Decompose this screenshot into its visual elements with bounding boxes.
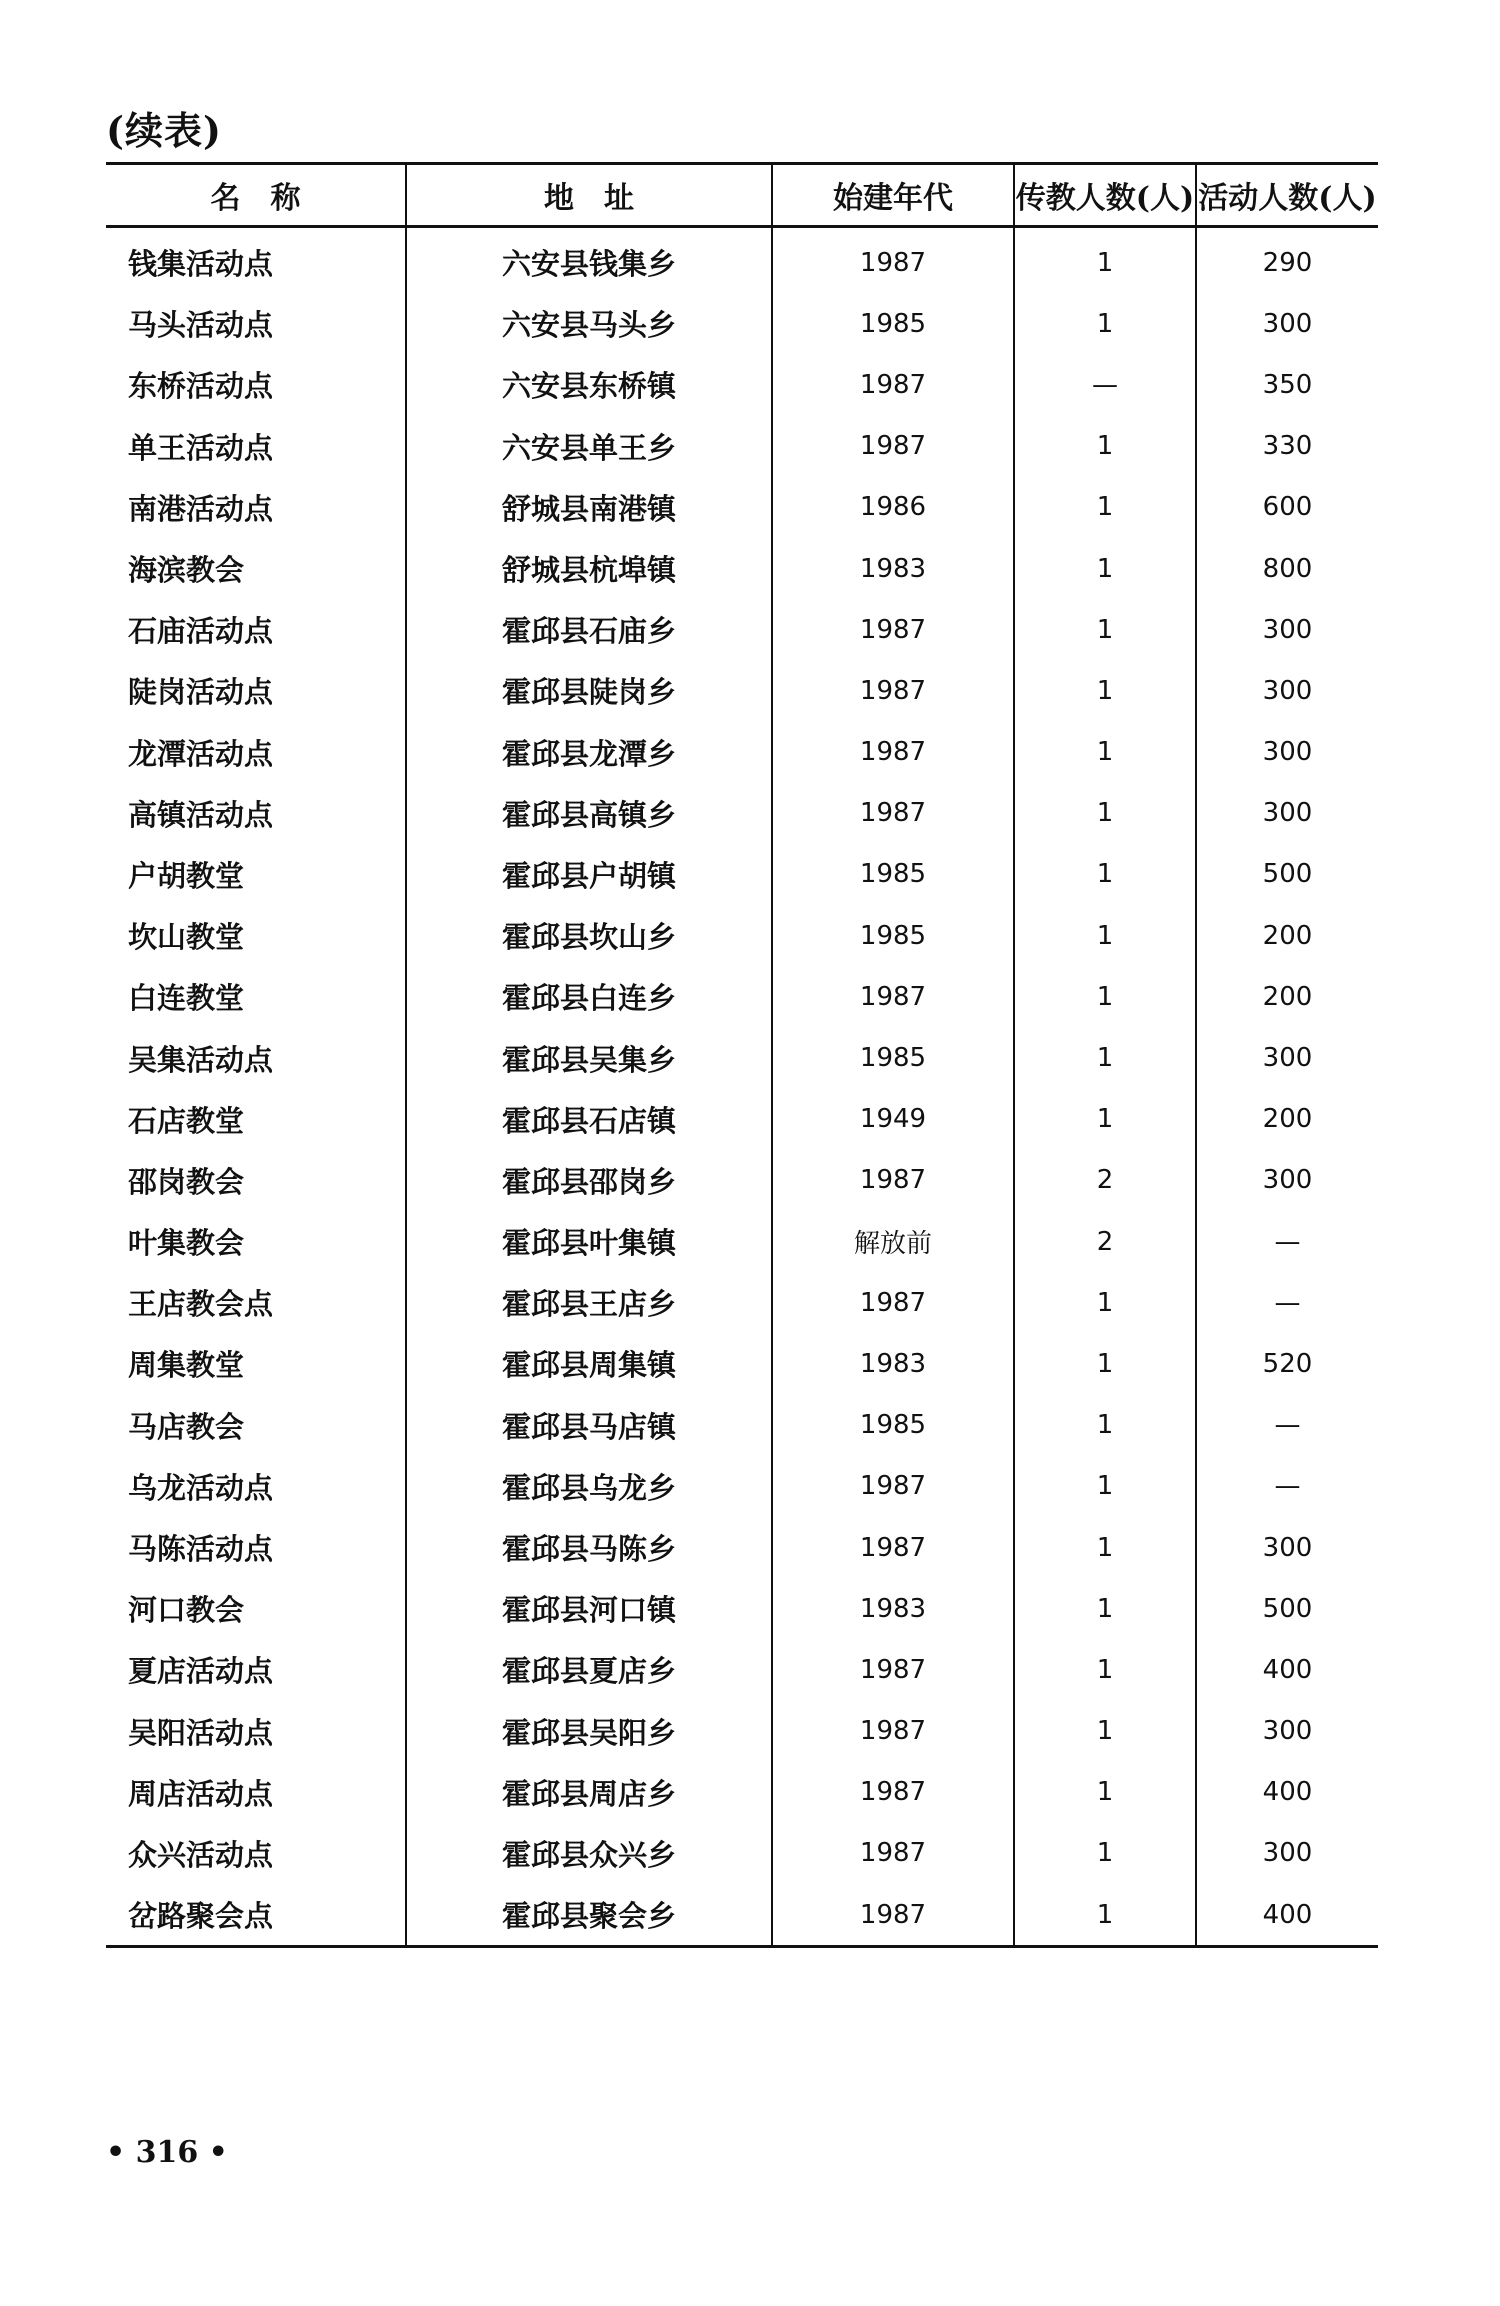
table-header-row [106,164,1378,227]
cell-name: 河口教会 [106,1578,406,1639]
cell-address: 霍邱县高镇乡 [406,783,772,844]
table-row [106,1211,1378,1272]
cell-name: 邵岗教会 [106,1150,406,1211]
cell-attendance: 300 [1262,1165,1313,1196]
cell-name: 户胡教堂 [106,844,406,905]
cell-attendance: 500 [1262,1593,1313,1624]
cell-preachers: 2 [1014,1150,1196,1211]
table-row [106,1150,1378,1211]
cell-preachers: 2 [1014,1211,1196,1272]
cell-founded: 1987 [772,1517,1014,1578]
table-row [106,844,1378,905]
table-row [106,354,1378,415]
cell-attendance: 200 [1262,981,1313,1012]
cell-address: 六安县东桥镇 [406,354,772,415]
cell-preachers: 1 [1014,416,1196,477]
cell-attendance: — [1274,1287,1301,1318]
cell-attendance: 800 [1262,553,1313,584]
cell-address: 霍邱县吴集乡 [406,1027,772,1088]
cell-founded: 1987 [772,1762,1014,1823]
cell-name: 众兴活动点 [106,1823,406,1884]
cell-address: 霍邱县周集镇 [406,1333,772,1394]
cell-address: 霍邱县龙潭乡 [406,722,772,783]
cell-name: 钱集活动点 [106,227,406,294]
cell-name: 王店教会点 [106,1272,406,1333]
cell-preachers: 1 [1014,1333,1196,1394]
cell-attendance: 400 [1262,1777,1313,1808]
cell-preachers: 1 [1014,1884,1196,1947]
cell-founded: 1983 [772,1578,1014,1639]
cell-preachers: 1 [1014,1762,1196,1823]
cell-address: 霍邱县白连乡 [406,966,772,1027]
cell-attendance: 300 [1262,675,1313,706]
cell-name: 陡岗活动点 [106,660,406,721]
cell-address: 霍邱县陡岗乡 [406,660,772,721]
header-preachers: 传教人数(人) [1014,164,1196,227]
table-row [106,660,1378,721]
data-table-container [106,162,1378,1948]
cell-founded: 1987 [772,722,1014,783]
cell-founded: 1986 [772,477,1014,538]
cell-founded: 1987 [772,1272,1014,1333]
cell-name: 单王活动点 [106,416,406,477]
table-row [106,477,1378,538]
table-row [106,1027,1378,1088]
table-row [106,783,1378,844]
cell-preachers: 1 [1014,783,1196,844]
cell-name: 周集教堂 [106,1333,406,1394]
cell-name: 高镇活动点 [106,783,406,844]
cell-founded: 1949 [772,1089,1014,1150]
header-address: 地 址 [406,164,772,227]
cell-attendance: — [1274,1471,1301,1502]
cell-address: 舒城县杭埠镇 [406,538,772,599]
cell-attendance: 300 [1262,798,1313,829]
table-row [106,416,1378,477]
cell-name: 叶集教会 [106,1211,406,1272]
cell-address: 霍邱县叶集镇 [406,1211,772,1272]
header-attendance: 活动人数(人) [1196,164,1378,227]
cell-address: 霍邱县周店乡 [406,1762,772,1823]
page-number: • 316 • [106,2135,228,2170]
cell-address: 霍邱县坎山乡 [406,905,772,966]
cell-founded: 1987 [772,416,1014,477]
cell-address: 霍邱县马店镇 [406,1395,772,1456]
table-row [106,293,1378,354]
cell-address: 霍邱县王店乡 [406,1272,772,1333]
cell-preachers: 1 [1014,538,1196,599]
cell-attendance: 520 [1262,1348,1313,1379]
cell-preachers: 1 [1014,1456,1196,1517]
cell-attendance: — [1274,1410,1301,1441]
cell-name: 南港活动点 [106,477,406,538]
cell-founded: 1983 [772,538,1014,599]
cell-attendance: 200 [1262,1104,1313,1135]
cell-preachers: 1 [1014,1639,1196,1700]
table-row [106,1089,1378,1150]
cell-address: 霍邱县户胡镇 [406,844,772,905]
cell-name: 吴阳活动点 [106,1701,406,1762]
cell-attendance: 300 [1262,737,1313,768]
cell-address: 霍邱县石店镇 [406,1089,772,1150]
cell-preachers: 1 [1014,1701,1196,1762]
cell-founded: 1987 [772,227,1014,294]
cell-address: 霍邱县夏店乡 [406,1639,772,1700]
continued-label: (续表) [106,108,222,153]
cell-name: 马头活动点 [106,293,406,354]
cell-founded: 1987 [772,1823,1014,1884]
cell-address: 舒城县南港镇 [406,477,772,538]
cell-preachers: 1 [1014,227,1196,294]
cell-founded: 1987 [772,599,1014,660]
cell-preachers: — [1014,354,1196,415]
cell-address: 六安县单王乡 [406,416,772,477]
cell-attendance: 300 [1262,614,1313,645]
cell-name: 周店活动点 [106,1762,406,1823]
cell-name: 坎山教堂 [106,905,406,966]
cell-founded: 1983 [772,1333,1014,1394]
cell-founded: 1985 [772,1027,1014,1088]
table-row [106,1762,1378,1823]
cell-founded: 1987 [772,1639,1014,1700]
cell-preachers: 1 [1014,1578,1196,1639]
cell-preachers: 1 [1014,293,1196,354]
cell-attendance: 290 [1262,247,1313,278]
cell-founded: 1987 [772,783,1014,844]
header-name: 名 称 [106,164,406,227]
cell-name: 石店教堂 [106,1089,406,1150]
table-row [106,1639,1378,1700]
table-row [106,1884,1378,1947]
cell-address: 霍邱县众兴乡 [406,1823,772,1884]
cell-founded: 1985 [772,844,1014,905]
cell-name: 夏店活动点 [106,1639,406,1700]
table-row [106,1395,1378,1456]
cell-attendance: 300 [1262,1043,1313,1074]
cell-attendance: 300 [1262,308,1313,339]
cell-attendance: 300 [1262,1532,1313,1563]
cell-preachers: 1 [1014,1395,1196,1456]
cell-preachers: 1 [1014,477,1196,538]
cell-attendance: 330 [1262,431,1313,462]
cell-address: 六安县钱集乡 [406,227,772,294]
header-founded: 始建年代 [772,164,1014,227]
cell-preachers: 1 [1014,1823,1196,1884]
cell-address: 六安县马头乡 [406,293,772,354]
cell-name: 马陈活动点 [106,1517,406,1578]
cell-name: 石庙活动点 [106,599,406,660]
cell-address: 霍邱县马陈乡 [406,1517,772,1578]
cell-preachers: 1 [1014,1089,1196,1150]
table-body [106,227,1378,1947]
table-row [106,1823,1378,1884]
cell-founded: 1987 [772,1150,1014,1211]
cell-founded: 1987 [772,660,1014,721]
cell-attendance: — [1274,1226,1301,1257]
table-row [106,1272,1378,1333]
cell-name: 岔路聚会点 [106,1884,406,1947]
table-row [106,905,1378,966]
cell-preachers: 1 [1014,1027,1196,1088]
cell-preachers: 1 [1014,905,1196,966]
table-row [106,538,1378,599]
cell-preachers: 1 [1014,660,1196,721]
data-table [106,162,1378,1948]
table-row [106,1456,1378,1517]
cell-attendance: 200 [1262,920,1313,951]
cell-attendance: 350 [1262,369,1313,400]
cell-address: 霍邱县吴阳乡 [406,1701,772,1762]
cell-preachers: 1 [1014,966,1196,1027]
cell-founded: 1987 [772,966,1014,1027]
cell-name: 白连教堂 [106,966,406,1027]
cell-address: 霍邱县邵岗乡 [406,1150,772,1211]
cell-founded: 1985 [772,1395,1014,1456]
table-row [106,227,1378,294]
cell-name: 龙潭活动点 [106,722,406,783]
table-row [106,1517,1378,1578]
cell-attendance: 600 [1262,492,1313,523]
table-row [106,966,1378,1027]
cell-preachers: 1 [1014,1517,1196,1578]
cell-name: 吴集活动点 [106,1027,406,1088]
table-row [106,722,1378,783]
cell-founded: 解放前 [772,1211,1014,1272]
table-row [106,1578,1378,1639]
cell-name: 乌龙活动点 [106,1456,406,1517]
cell-attendance: 400 [1196,1884,1378,1947]
table-row [106,1333,1378,1394]
cell-attendance: 300 [1262,1716,1313,1747]
cell-founded: 1987 [772,1701,1014,1762]
cell-founded: 1985 [772,905,1014,966]
cell-address: 霍邱县乌龙乡 [406,1456,772,1517]
cell-address: 霍邱县河口镇 [406,1578,772,1639]
cell-attendance: 400 [1262,1654,1313,1685]
cell-founded: 1985 [772,293,1014,354]
cell-name: 马店教会 [106,1395,406,1456]
table-row [106,1701,1378,1762]
cell-preachers: 1 [1014,599,1196,660]
cell-preachers: 1 [1014,844,1196,905]
cell-founded: 1987 [772,1456,1014,1517]
cell-founded: 1987 [772,354,1014,415]
cell-founded: 1987 [772,1884,1014,1947]
cell-address: 霍邱县石庙乡 [406,599,772,660]
cell-name: 海滨教会 [106,538,406,599]
cell-preachers: 1 [1014,1272,1196,1333]
cell-name: 东桥活动点 [106,354,406,415]
cell-attendance: 300 [1262,1838,1313,1869]
cell-preachers: 1 [1014,722,1196,783]
table-row [106,599,1378,660]
cell-address: 霍邱县聚会乡 [406,1884,772,1947]
cell-attendance: 500 [1262,859,1313,890]
